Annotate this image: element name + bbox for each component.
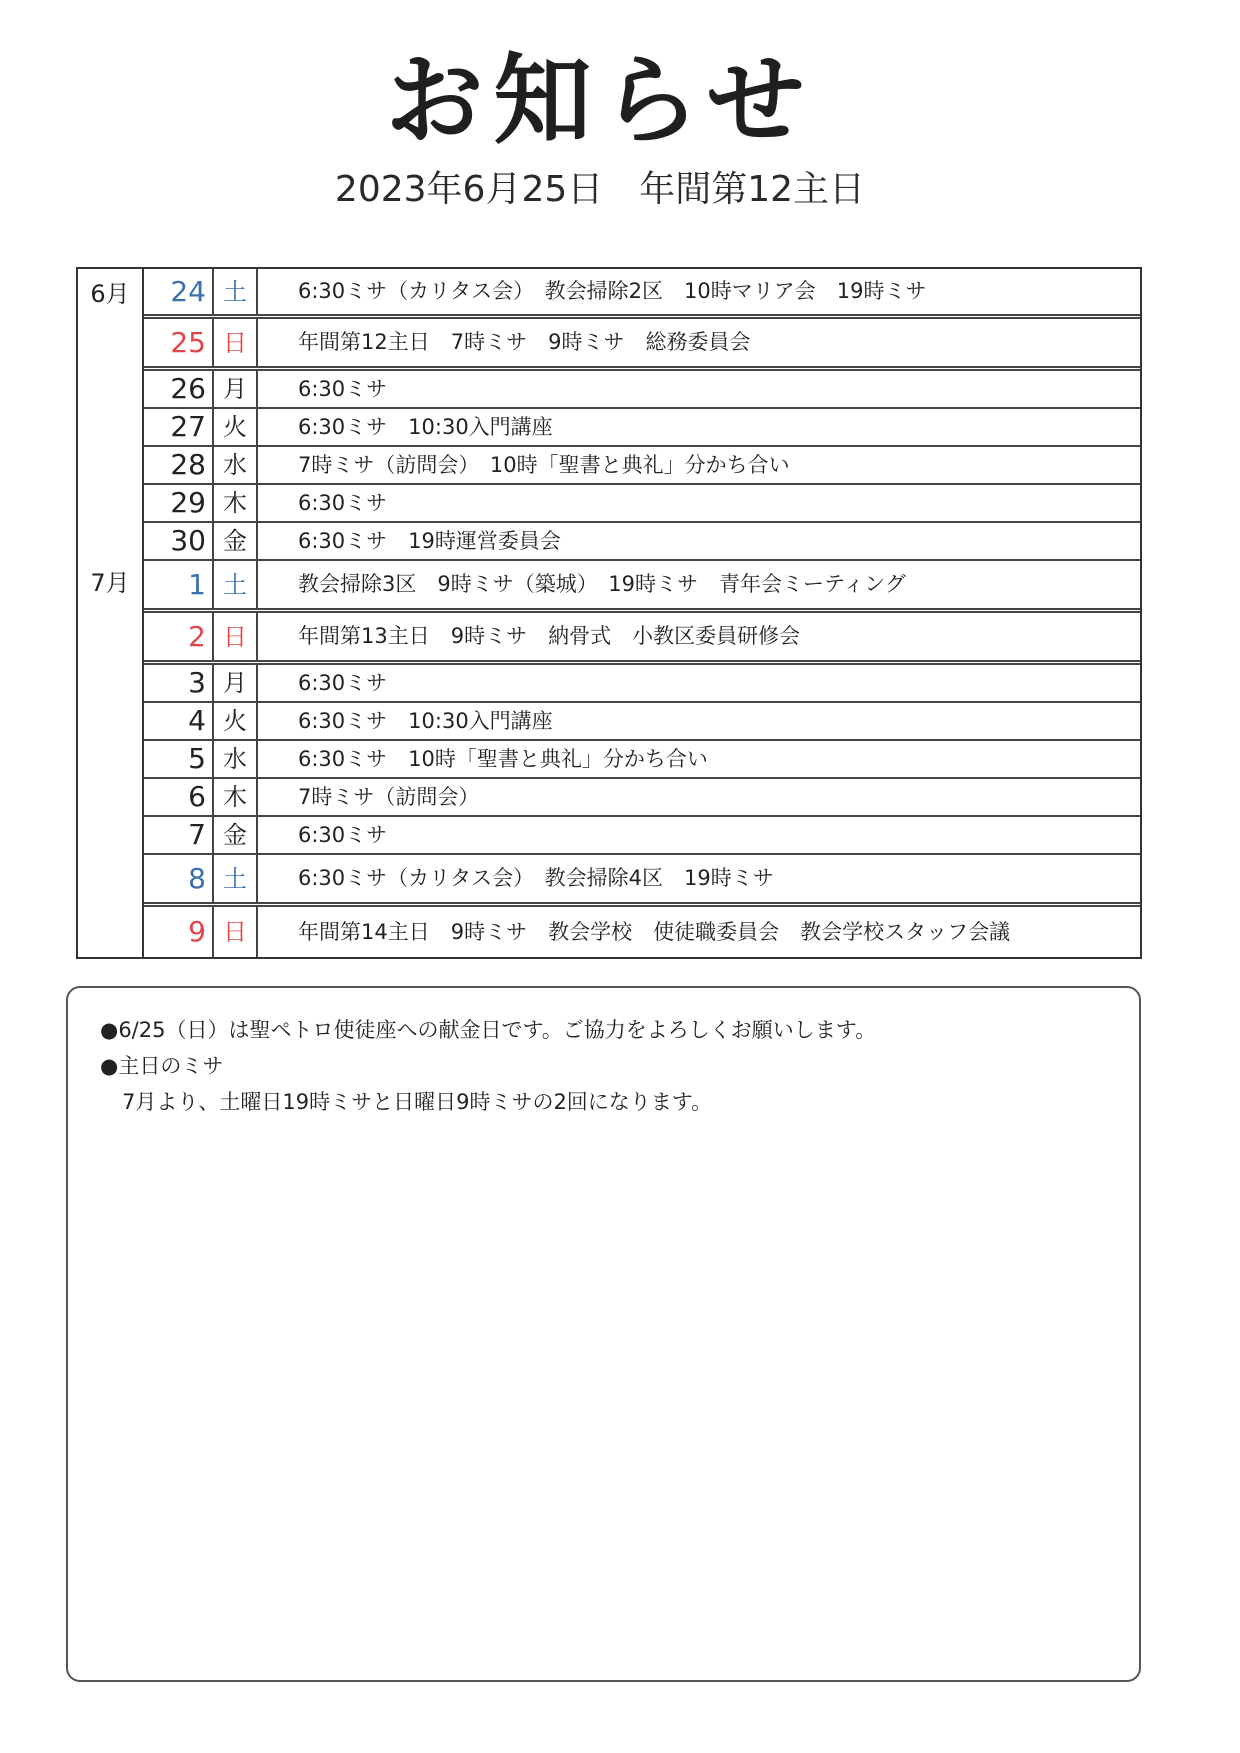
day-number: 1	[144, 561, 214, 608]
schedule-row	[144, 561, 1140, 613]
schedule-row	[144, 741, 1140, 779]
day-number: 8	[144, 855, 214, 902]
day-number: 4	[144, 703, 214, 739]
day-number: 9	[144, 907, 214, 957]
events: 6:30ミサ 10:30入門講座	[298, 414, 553, 439]
weekday: 月	[214, 665, 258, 701]
weekday: 火	[214, 409, 258, 445]
day-number: 30	[144, 523, 214, 559]
events: 7時ミサ（訪問会） 10時「聖書と典礼」分かち合い	[298, 452, 790, 477]
events: 年間第12主日 7時ミサ 9時ミサ 総務委員会	[298, 330, 751, 354]
schedule-row	[144, 613, 1140, 665]
day-number: 25	[144, 319, 214, 366]
weekday: 火	[214, 703, 258, 739]
schedule-row	[144, 319, 1140, 371]
events: 6:30ミサ	[298, 822, 388, 847]
page-subtitle: 2023年6月25日 年間第12主日	[334, 169, 866, 210]
schedule-row	[144, 703, 1140, 741]
events: 6:30ミサ	[298, 490, 388, 515]
notice-line: ●主日のミサ	[100, 1054, 224, 1078]
notice-box	[66, 986, 1141, 1682]
day-number: 29	[144, 485, 214, 521]
day-number: 7	[144, 817, 214, 853]
events: 7時ミサ（訪問会）	[298, 784, 480, 809]
day-number: 24	[144, 269, 214, 314]
events: 6:30ミサ 19時運営委員会	[298, 528, 561, 553]
schedule-row	[144, 523, 1140, 561]
day-number: 2	[144, 613, 214, 660]
month-label-july: 7月	[90, 569, 130, 597]
schedule-row	[144, 371, 1140, 409]
schedule-row	[144, 817, 1140, 855]
weekday: 土	[214, 269, 258, 314]
schedule-row	[144, 485, 1140, 523]
weekday: 金	[214, 523, 258, 559]
day-number: 28	[144, 447, 214, 483]
weekday: 水	[214, 741, 258, 777]
schedule-row	[144, 665, 1140, 703]
schedule-row	[144, 855, 1140, 907]
weekday: 水	[214, 447, 258, 483]
events: 6:30ミサ	[298, 670, 388, 695]
events: 年間第13主日 9時ミサ 納骨式 小教区委員研修会	[298, 624, 801, 648]
weekday: 日	[214, 907, 258, 957]
weekday: 土	[214, 561, 258, 608]
schedule-row	[144, 269, 1140, 319]
weekday: 金	[214, 817, 258, 853]
schedule-row	[144, 907, 1140, 957]
schedule-row	[144, 409, 1140, 447]
weekday: 日	[214, 613, 258, 660]
day-number: 5	[144, 741, 214, 777]
weekday: 土	[214, 855, 258, 902]
day-number: 6	[144, 779, 214, 815]
schedule-table	[76, 267, 1142, 959]
month-label-june: 6月	[90, 280, 130, 308]
day-number: 3	[144, 665, 214, 701]
events: 6:30ミサ 10:30入門講座	[298, 708, 553, 733]
events: 教会掃除3区 9時ミサ（築城） 19時ミサ 青年会ミーティング	[298, 572, 906, 596]
schedule-row	[144, 779, 1140, 817]
events: 6:30ミサ（カリタス会） 教会掃除2区 10時マリア会 19時ミサ	[298, 279, 927, 303]
weekday: 月	[214, 371, 258, 407]
events: 6:30ミサ	[298, 376, 388, 401]
weekday: 木	[214, 779, 258, 815]
events: 年間第14主日 9時ミサ 教会学校 使徒職委員会 教会学校スタッフ会議	[298, 919, 1011, 944]
day-number: 27	[144, 409, 214, 445]
notice-line: 7月より、土曜日19時ミサと日曜日9時ミサの2回になります。	[122, 1090, 713, 1114]
weekday: 日	[214, 319, 258, 366]
notice-line: ●6/25（日）は聖ペトロ使徒座への献金日です。ご協力をよろしくお願いします。	[100, 1018, 877, 1042]
schedule-row	[144, 447, 1140, 485]
day-number: 26	[144, 371, 214, 407]
events: 6:30ミサ（カリタス会） 教会掃除4区 19時ミサ	[298, 866, 774, 890]
weekday: 木	[214, 485, 258, 521]
events: 6:30ミサ 10時「聖書と典礼」分かち合い	[298, 746, 708, 771]
page-title: お知らせ	[385, 44, 815, 158]
month-column	[78, 269, 144, 957]
